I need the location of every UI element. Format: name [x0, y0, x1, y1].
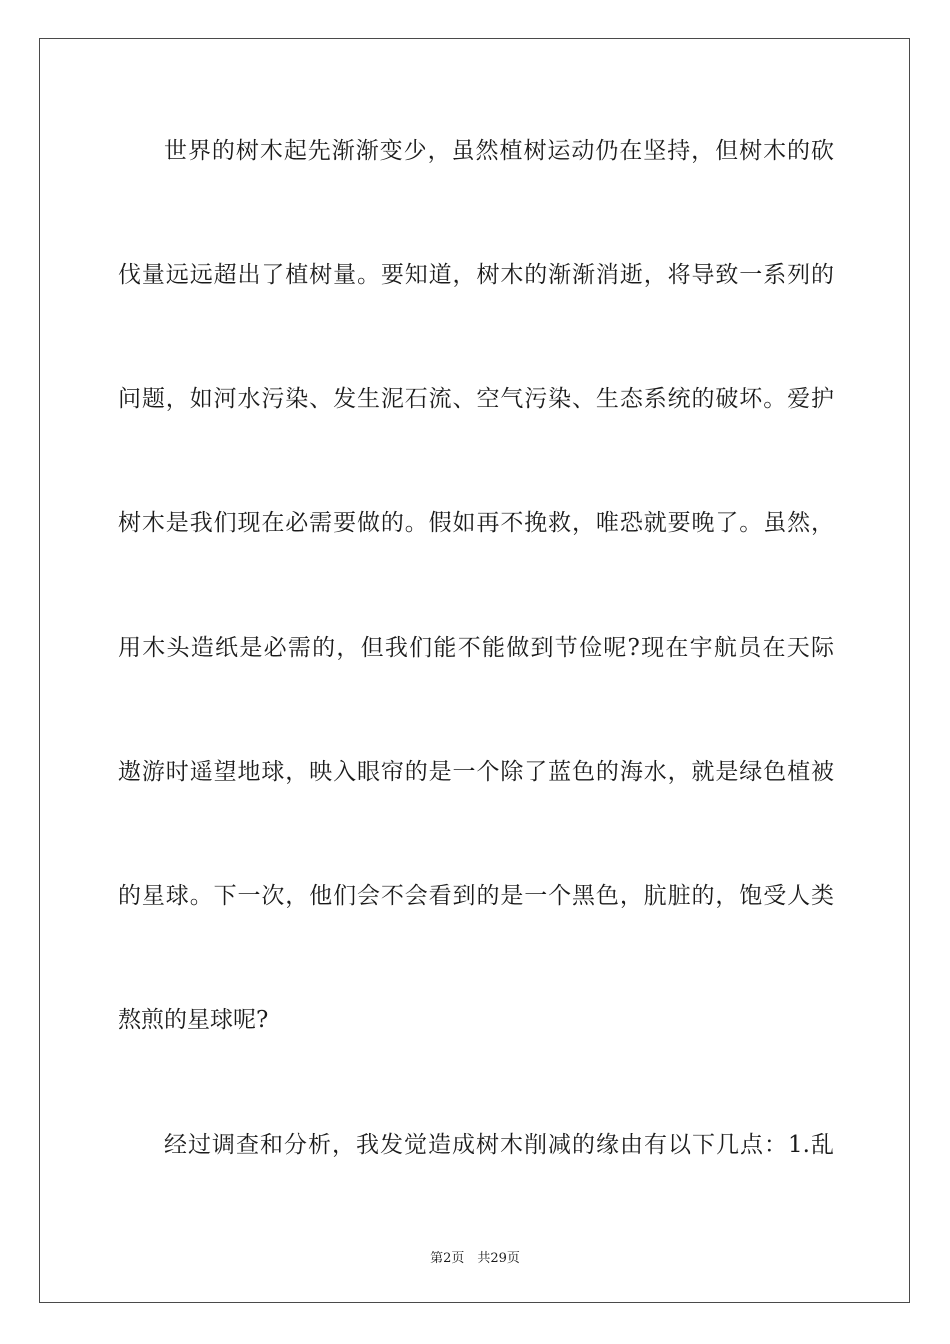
paragraph-line: 问题，如河水污染、发生泥石流、空气污染、生态系统的破坏。爱护 — [118, 386, 834, 412]
paragraph-line: 熬煎的星球呢? — [118, 1007, 269, 1033]
paragraph-line: 世界的树木起先渐渐变少，虽然植树运动仍在坚持，但树木的砍 — [164, 138, 834, 164]
paragraph-line: 树木是我们现在必需要做的。假如再不挽救，唯恐就要晚了。虽然， — [118, 510, 834, 536]
page-number-footer: 第2页 共29页 — [430, 1251, 520, 1266]
page-border — [39, 38, 910, 1303]
paragraph-line: 伐量远远超出了植树量。要知道，树木的渐渐消逝，将导致一系列的 — [118, 262, 834, 288]
paragraph-line: 经过调查和分析，我发觉造成树木削减的缘由有以下几点：1.乱 — [164, 1132, 834, 1158]
paragraph-line: 用木头造纸是必需的，但我们能不能做到节俭呢?现在宇航员在天际 — [118, 635, 834, 661]
paragraph-line: 遨游时遥望地球，映入眼帘的是一个除了蓝色的海水，就是绿色植被 — [118, 759, 834, 785]
paragraph-line: 的星球。下一次，他们会不会看到的是一个黑色，肮脏的，饱受人类 — [118, 883, 834, 909]
